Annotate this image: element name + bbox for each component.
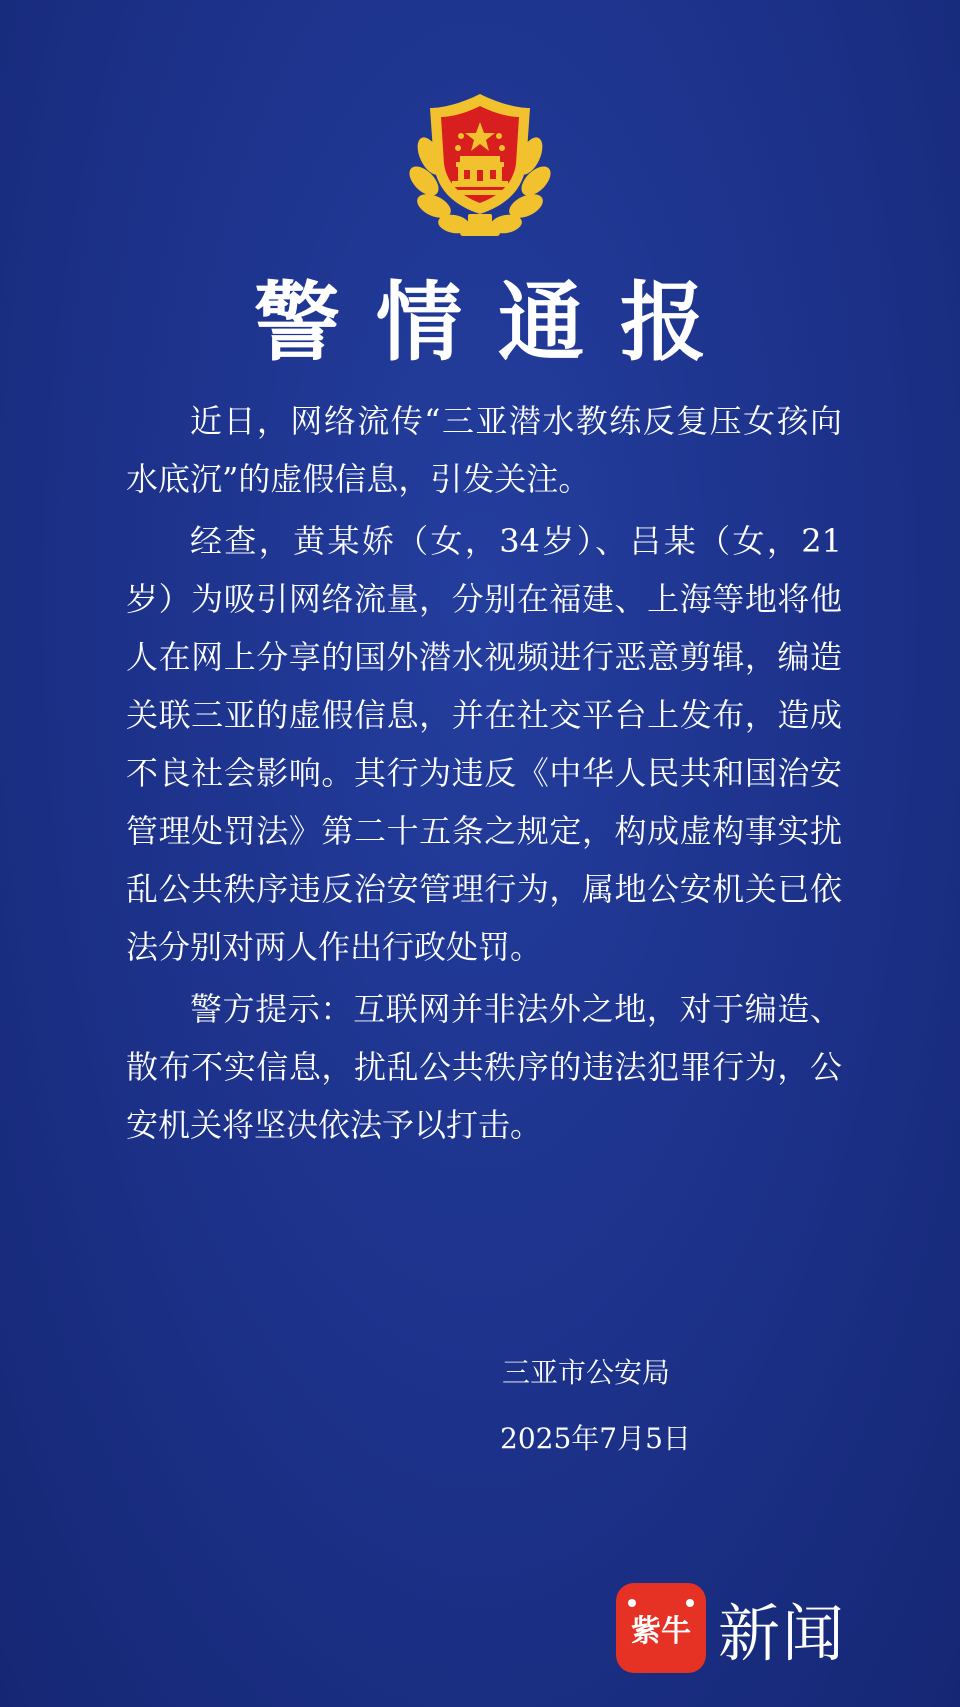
watermark-logo: [616, 1583, 706, 1673]
paragraph-3: 警方提示：互联网并非法外之地，对于编造、散布不实信息，扰乱公共秩序的违法犯罪行为，公安机关将坚决依法予以打击。: [126, 990, 842, 1144]
watermark: [616, 1578, 846, 1678]
signature-block: [500, 1340, 740, 1472]
paragraph-2: 经查，黄某娇（女，34岁）、吕某（女，21岁）为吸引网络流量，分别在福建、上海等地将他人在网上分享的国外潜水视频进行恶意剪辑，编造关联三亚的虚假信息，并在社交平台上发布，造成不良社会影响。其行为违反《中华人民共和国治安管理处罚法》第二十五条之规定，构成虚构事实扰乱公共秩序违反治安管理行为，属地公安机关已依法分别对两人作出行政处罚。: [126, 522, 842, 966]
svg-text:紫牛: 紫牛: [631, 1614, 691, 1649]
watermark-text: 新闻: [718, 1596, 847, 1670]
signature-organization: 三亚市公安局: [502, 1356, 671, 1389]
notice-body: [126, 392, 842, 1158]
paragraph-1: 近日，网络流传“三亚潜水教练反复压女孩向水底沉”的虚假信息，引发关注。: [126, 402, 842, 498]
signature-date: 2025年7月5日: [500, 1422, 691, 1455]
police-emblem-icon: [400, 86, 560, 246]
zi-niu-logo-icon: [616, 1583, 706, 1673]
page-title: 警情通报: [254, 273, 742, 373]
